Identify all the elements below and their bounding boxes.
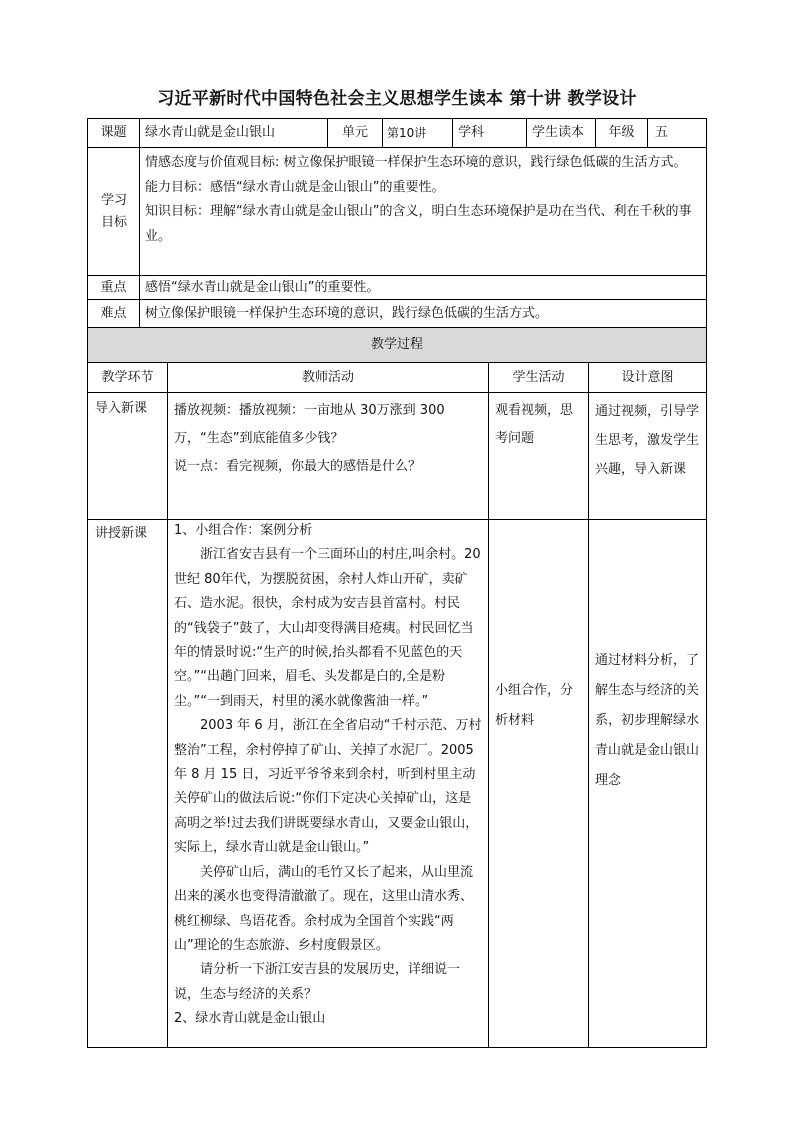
- col-divider: [647, 118, 648, 148]
- subject-value: 学生读本: [532, 125, 585, 140]
- lecture-paragraph: 2003 年 6 月，浙江在全省启动“千村示范、万村整治”工程，余村停掉了矿山、关掉了水泥厂。2005 年 8 月 15 日，习近平爷爷来到余村，听到村里主动关停矿山的做法后说:“你们下定决心关掉矿山，这是高明之举!过去我们讲既要绿水青山，又要金山银山，实际上，绿水青山就是金山银山。”: [174, 718, 482, 856]
- goal-ability: 能力目标：感悟“绿水青山就是金山银山”的重要性。: [145, 179, 445, 195]
- unit-value: 第10讲: [387, 126, 427, 140]
- col-header-student: 学生活动: [512, 369, 565, 385]
- col-header-stage: 教学环节: [101, 369, 154, 385]
- intro-intent: 通过视频，引导学生思考，激发学生兴趣，导入新课: [595, 404, 700, 477]
- col-header-teacher: 教师活动: [301, 369, 354, 385]
- topic-value: 绿水青山就是金山银山: [145, 125, 276, 140]
- intro-teacher-line: 说一点：看完视频，你最大的感悟是什么？: [174, 459, 422, 474]
- col-divider: [488, 362, 489, 1048]
- grade-value: 五: [655, 125, 669, 140]
- subject-label: 学科: [458, 125, 485, 140]
- row-divider: [87, 392, 707, 393]
- grade-label: 年级: [608, 125, 635, 140]
- process-heading: 教学过程: [88, 328, 706, 362]
- intro-stage: 导入新课: [95, 401, 148, 416]
- goal-emotion: 情感态度与价值观目标: 树立像保护眼镜一样保护生态环境的意识，践行绿色低碳的生活方式。: [145, 155, 687, 170]
- intro-student: 观看视频，思考问题: [495, 403, 574, 446]
- difficulty-label: 难点: [100, 305, 127, 321]
- col-header-intent: 设计意图: [621, 369, 674, 385]
- col-divider: [526, 118, 527, 148]
- col-divider: [139, 118, 140, 328]
- goal-knowledge: 知识目标：理解“绿水青山就是金山银山”的含义，明白生态环境保护是功在当代、利在千秋的事业。: [145, 204, 692, 244]
- col-divider: [167, 362, 168, 1048]
- lecture-stage: 讲授新课: [95, 526, 148, 541]
- row-divider: [87, 147, 707, 148]
- difficulty-value: 树立像保护眼镜一样保护生态环境的意识，践行绿色低碳的生活方式。: [145, 305, 549, 321]
- col-divider: [382, 118, 383, 148]
- table-border-right: [706, 118, 707, 1048]
- lecture-teacher-heading: 1、小组合作：案例分析: [174, 523, 313, 538]
- lecture-teacher: [174, 519, 484, 1032]
- page-title: 习近平新时代中国特色社会主义思想学生读本 第十讲 教学设计: [157, 89, 637, 109]
- col-divider: [452, 118, 453, 148]
- lecture-student: 小组合作，分析材料: [495, 683, 574, 728]
- lecture-teacher-heading: 2、绿水青山就是金山银山: [174, 1011, 326, 1027]
- lecture-paragraph: 请分析一下浙江安吉县的发展历史，详细说一说，生态与经济的关系？: [174, 962, 461, 1002]
- goals-label: 学习目标: [100, 192, 127, 230]
- topic-label: 课题: [100, 125, 127, 140]
- key-point-label: 重点: [100, 279, 127, 295]
- intro-teacher-line: 播放视频：播放视频：一亩地从 30万涨到 300万，“生态”到底能值多少钱？: [174, 403, 445, 446]
- key-point-value: 感悟“绿水青山就是金山银山”的重要性。: [145, 279, 380, 295]
- unit-label: 单元: [341, 125, 368, 140]
- col-divider: [588, 362, 589, 1048]
- lecture-intent: 通过材料分析，了解生态与经济的关系，初步理解绿水青山就是金山银山理念: [595, 653, 700, 788]
- goals-content: [145, 151, 705, 249]
- lecture-paragraph: 浙江省安吉县有一个三面环山的村庄,叫余村。20世纪 80年代，为摆脱贫困，余村人炸山开矿，卖矿石、造水泥。很快，余村成为安吉县首富村。村民的“钱袋子”鼓了，大山却变得满目疮痍。村民回忆当年的情景时说:“生产的时候,抬头都看不见蓝色的天空。”“出趟门回来，眉毛、头发都是白的,全是粉尘。”“一到雨天，村里的溪水就像酱油一样。”: [174, 547, 481, 709]
- table-border-bottom: [87, 1047, 707, 1048]
- lecture-paragraph: 关停矿山后，满山的毛竹又长了起来，从山里流出来的溪水也变得清澈澈了。现在，这里山清水秀、桃红柳绿、鸟语花香。余村成为全国首个实践“两山”理论的生态旅游、乡村度假景区。: [174, 864, 474, 953]
- table-border-left: [87, 118, 88, 1048]
- intro-teacher: [174, 397, 484, 481]
